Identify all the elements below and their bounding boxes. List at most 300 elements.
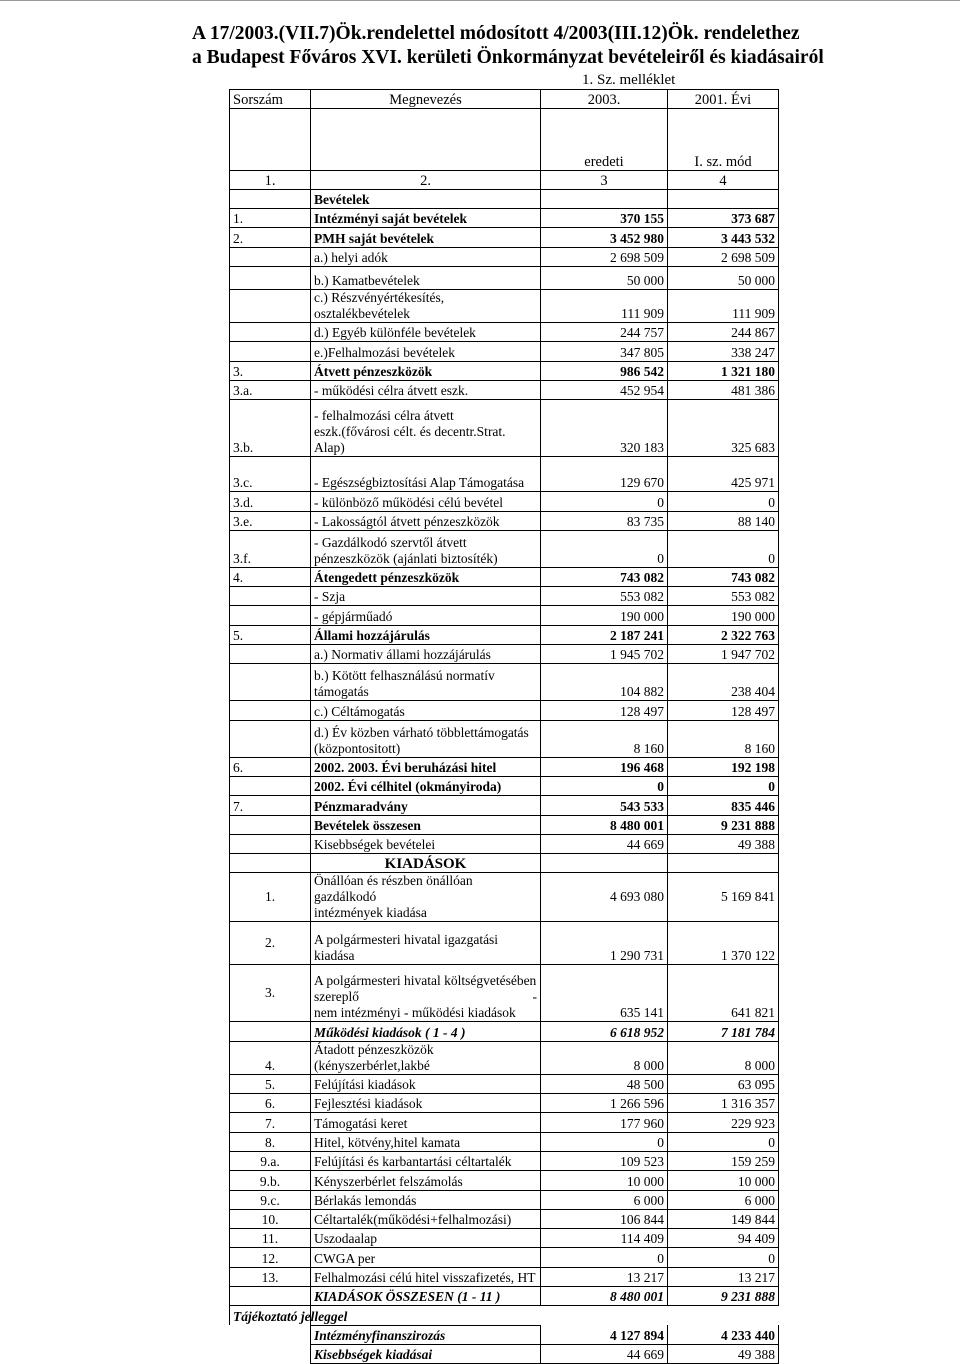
revenue-row [230,645,779,664]
row-number: 8. [230,1132,311,1151]
expense-row [230,922,779,965]
row-name [311,1132,541,1151]
value-2003: 129 670 [541,457,668,492]
header-mod: I. sz. mód [668,151,779,170]
expense-row [230,1171,779,1190]
section-title-expenses: KIADÁSOK [311,854,541,873]
row-number [230,587,311,606]
value-2001: 9 231 888 [668,815,779,834]
value-2003: 128 497 [541,701,668,720]
row-name-text: Intézményi saját bevételek [314,211,467,227]
row-number: 7. [230,1113,311,1132]
row-name [311,1041,541,1074]
value-2003: 743 082 [541,567,668,586]
row-name-line: (központositott) [314,740,401,756]
value-2003: 44 669 [541,1344,668,1363]
value-2001: 2 698 509 [668,247,779,266]
row-number: 9.b. [230,1171,311,1190]
value-2001: 3 443 532 [668,228,779,247]
row-number [230,606,311,625]
expense-row [230,1074,779,1093]
row-name [311,757,541,776]
row-name-text: e.)Felhalmozási bevételek [314,344,455,360]
value-2003: 106 844 [541,1209,668,1228]
row-number [230,1286,311,1305]
revenue-row [230,209,779,228]
header-2003: 2003. [541,90,668,109]
row-name-text: 2002. Évi célhitel (okmányiroda) [314,779,502,795]
row-number: 3.d. [230,492,311,511]
header-2001: 2001. Évi [668,90,779,109]
row-name-line: b.) Kötött felhasználású normatív [314,668,495,684]
value-2001: 128 497 [668,701,779,720]
row-number: 9.a. [230,1151,311,1170]
value-2003: 190 000 [541,606,668,625]
header-blank-row [230,109,779,152]
expense-row [230,965,779,1022]
expense-row [230,1190,779,1209]
value-2003: 48 500 [541,1074,668,1093]
row-name [311,606,541,625]
value-2001: 0 [668,1248,779,1267]
row-number [230,323,311,342]
row-name [311,834,541,853]
expense-row [230,1286,779,1305]
row-name [311,323,541,342]
value-2003: 83 735 [541,511,668,530]
row-number: 9.c. [230,1190,311,1209]
row-number [230,342,311,361]
value-2003: 553 082 [541,587,668,606]
row-name-text: Átengedett pénzeszközök [314,570,460,586]
row-name [311,1229,541,1248]
row-name [311,922,541,965]
value-2001: 244 867 [668,323,779,342]
value-2003: 104 882 [541,664,668,701]
value-2001: 1 370 122 [668,922,779,965]
expense-row [230,1094,779,1113]
expense-row [230,1022,779,1041]
row-number: 3.f. [230,530,311,567]
header-megnevezes: Megnevezés [311,90,541,109]
value-2003: 8 160 [541,720,668,757]
header-row [230,90,779,109]
row-name [311,1171,541,1190]
value-2001: 7 181 784 [668,1022,779,1041]
row-number [230,701,311,720]
value-2001: 190 000 [668,606,779,625]
value-2003: 635 141 [541,965,668,1022]
row-number: 5. [230,625,311,644]
value-2003: 111 909 [541,290,668,323]
row-name-text: Kényszerbérlet felszámolás [314,1173,463,1189]
value-2001: 0 [668,1132,779,1151]
revenue-row [230,267,779,290]
value-2003: 177 960 [541,1113,668,1132]
row-number [230,664,311,701]
value-2003: 0 [541,492,668,511]
value-2001: 88 140 [668,511,779,530]
informative-label-row [230,1306,779,1325]
row-name-text: Hitel, kötvény,hitel kamata [314,1134,461,1150]
row-name-text: c.) Részvényértékesítés, osztalékbevételek [314,290,445,322]
row-number: 6. [230,757,311,776]
value-2001: 373 687 [668,209,779,228]
expense-row [230,1267,779,1286]
revenue-row [230,530,779,567]
section-expenses-row [230,854,779,873]
row-name-text: Fejlesztési kiadások [314,1096,423,1112]
row-number [230,815,311,834]
row-number [230,720,311,757]
row-name [311,1022,541,1041]
index-1: 1. [230,170,311,189]
revenue-row [230,290,779,323]
revenue-row [230,361,779,380]
value-2001: 553 082 [668,587,779,606]
row-name [311,567,541,586]
title-line-2: a Budapest Főváros XVI. kerületi Önkormányzat bevételeiről és kiadásairól [192,47,824,68]
revenue-row [230,796,779,815]
row-name [311,1094,541,1113]
row-name-text: Felújítási és karbantartási céltartalék [314,1154,512,1170]
row-name-text: Uszodaalap [314,1231,377,1247]
value-2003: 452 954 [541,380,668,399]
informative-row [230,1325,779,1344]
row-name [311,645,541,664]
row-number [230,290,311,323]
value-2003: 50 000 [541,267,668,290]
value-2003: 6 618 952 [541,1022,668,1041]
revenue-row [230,323,779,342]
value-2001: 192 198 [668,757,779,776]
row-number: 5. [230,1074,311,1093]
value-2001: 641 821 [668,965,779,1022]
value-2001: 229 923 [668,1113,779,1132]
revenue-row [230,492,779,511]
row-name [311,492,541,511]
value-2001: 238 404 [668,664,779,701]
row-number: 11. [230,1229,311,1248]
revenue-row [230,587,779,606]
annex-label: 1. Sz. melléklet [582,72,676,88]
value-2001: 159 259 [668,1151,779,1170]
expense-row [230,1041,779,1074]
value-2001: 1 316 357 [668,1094,779,1113]
row-name-text: Bevételek összesen [314,817,421,833]
row-name-line: Önállóan és részben önállóan gazdálkodó [314,873,473,905]
expense-row [230,1151,779,1170]
row-number [230,645,311,664]
title-line-1: A 17/2003.(VII.7)Ök.rendelettel módosított 4/2003(III.12)Ök. rendelethez [192,23,800,44]
row-name-text: Átvett pénzeszközök [314,363,433,379]
row-name-text: Működési kiadások ( 1 - 4 ) [314,1024,466,1040]
row-name-line [314,989,537,1005]
row-name-text: Pénzmaradvány [314,798,408,814]
row-number [230,1022,311,1041]
value-2001: 13 217 [668,1267,779,1286]
informative-label: Tájékoztató jelleggel [230,1306,311,1325]
top-rule [0,0,960,5]
value-2001: 149 844 [668,1209,779,1228]
row-name-text: CWGA per [314,1250,376,1266]
row-name-text: Átadott pénzeszközök (kényszerbérlet,lakbé [314,1041,434,1073]
revenue-row [230,567,779,586]
row-name-text: KIADÁSOK ÖSSZESEN (1 - 11 ) [314,1289,501,1305]
row-name-text: Kisebbségek bevételei [314,837,436,853]
row-number: 6. [230,1094,311,1113]
value-2001: 2 322 763 [668,625,779,644]
value-2003: 370 155 [541,209,668,228]
value-2001: 835 446 [668,796,779,815]
row-name [311,1074,541,1093]
budget-table [229,89,779,1364]
row-number: 3.c. [230,457,311,492]
value-2003: 8 480 001 [541,815,668,834]
value-2001: 8 160 [668,720,779,757]
revenue-row [230,834,779,853]
value-2001: 481 386 [668,380,779,399]
row-name [311,815,541,834]
row-name [311,720,541,757]
value-2003: 347 805 [541,342,668,361]
row-number: 1. [230,873,311,922]
row-number: 13. [230,1267,311,1286]
informative-rows [230,1306,779,1364]
value-2003: 1 266 596 [541,1094,668,1113]
row-name [311,587,541,606]
value-2001: 94 409 [668,1229,779,1248]
value-2003: 0 [541,776,668,795]
revenue-row [230,664,779,701]
value-2001: 4 233 440 [668,1325,779,1344]
row-name [311,209,541,228]
row-name-text: - Szja [314,589,346,605]
value-2001: 0 [668,530,779,567]
row-name [311,701,541,720]
row-name-text: b.) Kamatbevételek [314,273,420,289]
row-name-text: - gépjárműadó [314,608,393,624]
row-name-line: d.) Év közben várható többlettámogatás [314,724,529,740]
row-name [311,290,541,323]
row-name-text: c.) Céltámogatás [314,703,405,719]
row-name [311,530,541,567]
row-number: 2. [230,922,311,965]
value-2003: 6 000 [541,1190,668,1209]
value-2003: 0 [541,530,668,567]
row-name [311,361,541,380]
revenue-row [230,815,779,834]
section-revenue-row [230,189,779,208]
row-name-text: Felhalmozási célú hitel visszafizetés, HT [314,1269,536,1285]
row-number: 4. [230,1041,311,1074]
row-name [311,664,541,701]
revenue-row [230,342,779,361]
row-name [311,625,541,644]
row-name [311,1248,541,1267]
row-number: 12. [230,1248,311,1267]
row-number [230,776,311,795]
value-2003: 8 000 [541,1041,668,1074]
row-name-line: - felhalmozási célra átvett [314,408,454,424]
row-name-text: Felújítási kiadások [314,1077,416,1093]
row-name [311,796,541,815]
value-2003: 2 187 241 [541,625,668,644]
revenue-row [230,511,779,530]
index-2: 2. [311,170,541,189]
value-2001: 9 231 888 [668,1286,779,1305]
row-name-text: Céltartalék(működési+felhalmozási) [314,1212,512,1228]
revenue-row [230,380,779,399]
revenue-row [230,606,779,625]
row-name-text: a.) Normativ állami hozzájárulás [314,647,491,663]
row-name [311,400,541,457]
revenue-row [230,757,779,776]
value-2003: 2 698 509 [541,247,668,266]
value-2003: 196 468 [541,757,668,776]
row-name-text: PMH saját bevételek [314,230,434,246]
row-name-line: intézmények kiadása [314,905,427,921]
row-number: 1. [230,209,311,228]
row-name [311,380,541,399]
expense-row [230,873,779,922]
row-name-line-text: szereplő [314,989,359,1005]
expense-row [230,1248,779,1267]
header-index-row [230,170,779,189]
row-name-text: Állami hozzájárulás [314,628,430,644]
value-2001: 425 971 [668,457,779,492]
row-name [311,1209,541,1228]
expense-row [230,1229,779,1248]
value-2003: 109 523 [541,1151,668,1170]
value-2001: 1 947 702 [668,645,779,664]
value-2003: 543 533 [541,796,668,815]
row-name [311,228,541,247]
expense-row [230,1113,779,1132]
row-name [311,511,541,530]
value-2003: 244 757 [541,323,668,342]
value-2001: 63 095 [668,1074,779,1093]
row-name-text: 2002. 2003. Évi beruházási hitel [314,759,497,775]
row-name [311,342,541,361]
row-name [311,965,541,1022]
row-name-text: d.) Egyéb különféle bevételek [314,325,476,341]
row-name-text: A polgármesteri hivatal igazgatási kiadása [314,932,499,964]
row-name: Kisebbségek kiadásai [311,1344,541,1363]
expense-row [230,1132,779,1151]
row-dash: - [532,989,537,1005]
value-2003: 10 000 [541,1171,668,1190]
row-name-line: támogatás [314,684,369,700]
value-2003: 8 480 001 [541,1286,668,1305]
expense-row [230,1209,779,1228]
value-2003: 986 542 [541,361,668,380]
row-number: 3.a. [230,380,311,399]
row-name [311,1267,541,1286]
index-4: 4 [668,170,779,189]
row-name-text: - működési célra átvett eszk. [314,383,469,399]
value-2003: 13 217 [541,1267,668,1286]
document-title [192,22,912,70]
revenue-rows [230,209,779,854]
value-2003: 1 290 731 [541,922,668,965]
value-2003: 114 409 [541,1229,668,1248]
row-name [311,1286,541,1305]
row-name [311,247,541,266]
header-sorszam: Sorszám [230,90,311,109]
value-2003: 0 [541,1248,668,1267]
value-2001: 338 247 [668,342,779,361]
expense-rows [230,873,779,1306]
section-title-revenue: Bevételek [311,189,541,208]
value-2001: 49 388 [668,1344,779,1363]
value-2001: 8 000 [668,1041,779,1074]
revenue-row [230,625,779,644]
value-2003: 4 127 894 [541,1325,668,1344]
value-2001: 49 388 [668,834,779,853]
row-name [311,267,541,290]
value-2001: 5 169 841 [668,873,779,922]
value-2001: 6 000 [668,1190,779,1209]
row-name-text: Bérlakás lemondás [314,1192,417,1208]
row-number: 7. [230,796,311,815]
row-name-line: eszk.(fővárosi célt. és decentr.Strat. Alap) [314,424,506,456]
row-name-line: A polgármesteri hivatal költségvetésében [314,973,537,989]
row-name [311,1190,541,1209]
row-name-line: nem intézményi - működési kiadások [314,1005,516,1021]
value-2001: 10 000 [668,1171,779,1190]
row-number: 3.b. [230,400,311,457]
row-name-text: a.) helyi adók [314,250,388,266]
row-name-text: - különböző működési célú bevétel [314,494,503,510]
row-name-text: - Egészségbiztosítási Alap Támogatása [314,475,525,491]
row-number: 4. [230,567,311,586]
row-name [311,1151,541,1170]
value-2003: 3 452 980 [541,228,668,247]
value-2001: 325 683 [668,400,779,457]
value-2001: 50 000 [668,267,779,290]
row-name-line: pénzeszközök (ajánlati biztosíték) [314,550,498,566]
row-number [230,834,311,853]
row-number: 3. [230,965,311,1022]
value-2003: 320 183 [541,400,668,457]
row-number [230,247,311,266]
row-name [311,776,541,795]
value-2001: 0 [668,776,779,795]
value-2001: 1 321 180 [668,361,779,380]
value-2001: 0 [668,492,779,511]
row-number [230,267,311,290]
revenue-row [230,776,779,795]
revenue-row [230,247,779,266]
header-eredeti: eredeti [541,151,668,170]
row-name [311,873,541,922]
row-name-text: Támogatási keret [314,1115,408,1131]
value-2001: 743 082 [668,567,779,586]
header-sub-row [230,151,779,170]
value-2003: 4 693 080 [541,873,668,922]
revenue-row [230,228,779,247]
revenue-row [230,400,779,457]
value-2001: 111 909 [668,290,779,323]
revenue-row [230,720,779,757]
value-2003: 1 945 702 [541,645,668,664]
row-number: 3. [230,361,311,380]
revenue-row [230,701,779,720]
index-3: 3 [541,170,668,189]
informative-row [230,1344,779,1363]
row-number: 2. [230,228,311,247]
